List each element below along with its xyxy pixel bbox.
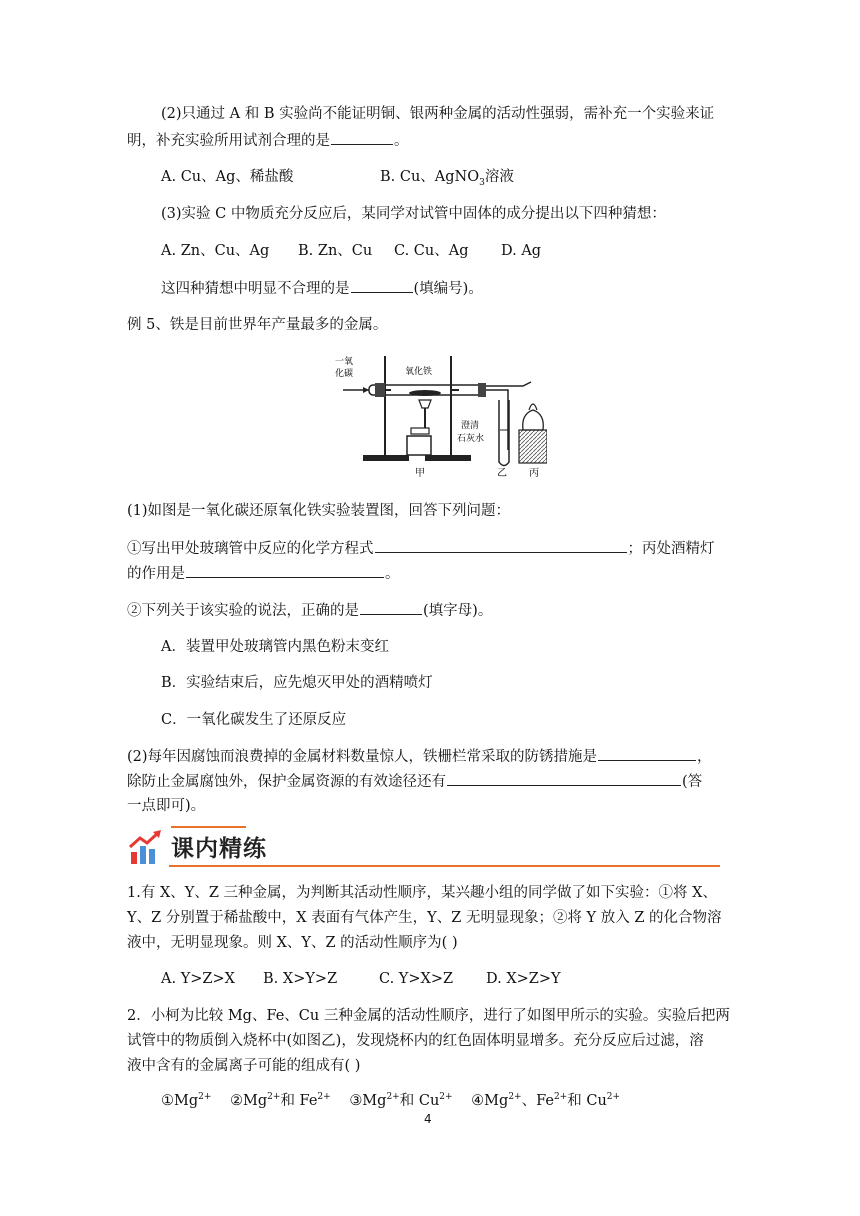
alcohol-lamp-flame (523, 410, 544, 430)
choice-4-text-c: 和 Cu (567, 1093, 607, 1109)
charge-superscript: 2+ (198, 1092, 212, 1103)
answer-blank[interactable] (360, 600, 422, 615)
answer-blank[interactable] (186, 563, 384, 578)
practice-1-line1: 1.有 X、Y、Z 三种金属，为判断其活动性顺序，某兴趣小组的同学做了如下实验：①将 X、 (127, 885, 717, 901)
choice-4 (471, 1093, 620, 1109)
punctuation: ， (697, 749, 712, 765)
charge-superscript: 2+ (439, 1092, 453, 1103)
charge-superscript: 2+ (606, 1092, 621, 1103)
practice-2-line2: 试管中的物质倒入烧杯中(如图乙)，发现烧杯内的红色固体明显增多。充分反应后过滤，溶 (127, 1033, 704, 1049)
choice-1-text: ①Mg (161, 1093, 199, 1109)
charge-superscript: 2+ (317, 1092, 331, 1103)
punctuation: 。 (394, 133, 409, 149)
co-reduction-apparatus-diagram (333, 352, 547, 482)
example-5-q2 (127, 746, 712, 767)
choice-4-text-b: 、Fe (521, 1093, 554, 1109)
label-jia: 甲 (415, 468, 425, 479)
equation-blank[interactable] (375, 538, 627, 553)
stopper-right (478, 383, 486, 397)
charge-superscript: 2+ (267, 1092, 281, 1103)
label-bing: 丙 (529, 468, 539, 479)
question-2-line2 (127, 130, 409, 151)
example-5-q1a-line2 (127, 563, 400, 584)
iron-oxide-powder (409, 390, 441, 396)
choice-3 (349, 1093, 452, 1109)
section-accent-line (171, 826, 246, 828)
label-limewater-1: 澄清 (461, 421, 480, 431)
q1b-text: ②下列关于该实验的说法，正确的是 (127, 603, 359, 619)
charge-superscript: 2+ (508, 1092, 522, 1103)
label-limewater-2: 石灰水 (457, 434, 485, 444)
charge-superscript: 2+ (386, 1092, 400, 1103)
option-b-text: B. Cu、AgNO (380, 169, 480, 185)
flame-icon (419, 400, 431, 408)
label-co-2: 化碳 (335, 369, 354, 379)
question-2-options (161, 167, 514, 188)
punctuation: 。 (385, 566, 400, 582)
practice-1-option-b: B. X>Y>Z (263, 971, 338, 987)
example-5-q2-line3: 一点即可)。 (127, 798, 206, 814)
choice-3-text-a: ③Mg (349, 1093, 387, 1109)
answer-blank[interactable] (598, 746, 696, 761)
stopper-left (375, 383, 385, 397)
q2-text: (2)每年因腐蚀而浪费掉的金属材料数量惊人，铁栅栏常采取的防锈措施是 (127, 749, 598, 765)
question-3-text: (3)实验 C 中物质充分反应后，某同学对试管中固体的成分提出以下四种猜想： (161, 206, 666, 222)
section-header (125, 826, 720, 870)
q2-line2-text: 除防止金属腐蚀外，保护金属资源的有效途径还有 (127, 774, 446, 790)
bar-chart-growth-icon (127, 828, 165, 866)
choice-1 (161, 1093, 211, 1109)
answer-blank[interactable] (351, 278, 413, 293)
practice-1-option-a: A. Y>Z>X (161, 971, 235, 987)
option-b-tail: 溶液 (484, 169, 514, 185)
practice-2-line3: 液中含有的金属离子可能的组成有( ) (127, 1058, 361, 1074)
example-5-title: 例 5、铁是目前世界年产量最多的金属。 (127, 317, 388, 333)
q1a-line2-text: 的作用是 (127, 566, 185, 582)
section-divider (169, 865, 720, 867)
guess-a: A. Zn、Cu、Ag (161, 243, 270, 259)
guess-d: D. Ag (501, 243, 542, 259)
example-5-option-b: B．实验结束后，应先熄灭甲处的酒精喷灯 (161, 675, 433, 691)
label-yi: 乙 (497, 468, 507, 479)
stand-base-right (425, 455, 471, 461)
practice-2-line1: 2．小柯为比较 Mg、Fe、Cu 三种金属的活动性顺序，进行了如图甲所示的实验。实验后把两 (127, 1008, 730, 1024)
section-title: 课内精练 (171, 836, 267, 862)
page-number: 4 (424, 1112, 432, 1126)
example-5-option-c: C．一氧化碳发生了还原反应 (161, 712, 347, 728)
stand-base-left (363, 455, 409, 461)
tail-gas-tube (486, 382, 531, 386)
guess-c: C. Cu、Ag (394, 243, 469, 259)
label-co-1: 一氧 (335, 357, 354, 367)
question-3-tail-note: (填编号)。 (413, 281, 483, 297)
example-5-option-a: A．装置甲处玻璃管内黑色粉末变红 (161, 639, 389, 655)
q2-line2-tail: (答 (682, 774, 703, 790)
practice-1-line2: Y、Z 分别置于稀盐酸中，X 表面有气体产生，Y、Z 无明显现象；②将 Y 放入 Z 的化合物溶 (127, 910, 722, 926)
question-3-tail (161, 278, 483, 299)
practice-1-option-c: C. Y>X>Z (379, 971, 454, 987)
example-5-q1a (127, 538, 715, 559)
choice-4-text-a: ④Mg (471, 1093, 509, 1109)
question-2-text: 明，补充实验所用试剂合理的是 (127, 133, 330, 149)
answer-blank[interactable] (331, 130, 393, 145)
option-b (380, 167, 514, 187)
q1b-note: (填字母)。 (423, 603, 493, 619)
question-3-tail-text: 这四种猜想中明显不合理的是 (161, 281, 350, 297)
outlet-tube (486, 390, 508, 450)
answer-blank[interactable] (447, 771, 681, 786)
option-a: A. Cu、Ag、稀盐酸 (161, 169, 294, 185)
question-2-line1: (2)只通过 A 和 B 实验尚不能证明铜、银两种金属的活动性强弱，需补充一个实验来证 (161, 106, 715, 122)
choice-2-text-b: 和 Fe (280, 1093, 318, 1109)
example-5-q1b (127, 600, 492, 621)
practice-1-option-d: D. X>Z>Y (486, 971, 561, 987)
example-5-q2-line2 (127, 771, 702, 792)
choice-2 (230, 1093, 331, 1109)
q1a-mid: ；丙处酒精灯 (627, 541, 715, 557)
subscript: 3 (479, 177, 485, 188)
alcohol-blast-lamp (407, 436, 431, 455)
example-5-q1: (1)如图是一氧化碳还原氧化铁实验装置图，回答下列问题： (127, 503, 511, 519)
choice-2-text-a: ②Mg (230, 1093, 268, 1109)
charge-superscript: 2+ (553, 1092, 568, 1103)
alcohol-lamp-base (519, 430, 547, 463)
practice-2-choices (161, 1091, 620, 1111)
arrow-icon (363, 387, 369, 393)
practice-1-line3: 液中，无明显现象。则 X、Y、Z 的活动性顺序为( ) (127, 935, 458, 951)
guess-b: B. Zn、Cu (298, 243, 373, 259)
choice-3-text-b: 和 Cu (399, 1093, 440, 1109)
q1a-text: ①写出甲处玻璃管中反应的化学方程式 (127, 541, 374, 557)
label-iron-oxide: 氧化铁 (405, 367, 433, 377)
